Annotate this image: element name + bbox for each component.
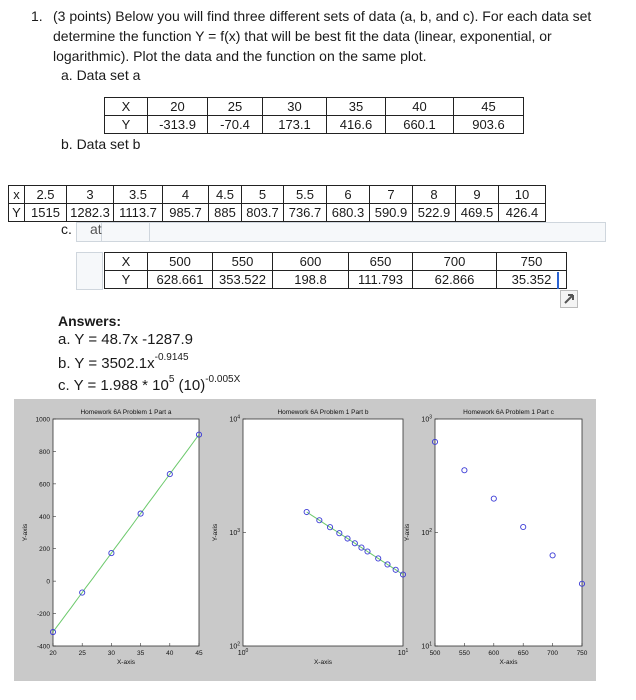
set-c-y-cell: 35.352	[497, 271, 567, 289]
set-c-table	[104, 252, 567, 289]
set-b-label: b. Data set b	[61, 136, 141, 152]
set-b-x-cell: 4	[163, 186, 209, 204]
set-a-y-row	[105, 116, 524, 134]
set-c-y-cell: 628.661	[148, 271, 213, 289]
set-c-x-cell: 750	[497, 253, 567, 271]
answer-b-base: Y = 3502.1x	[74, 355, 155, 372]
set-b-x-cell: 2.5	[25, 186, 67, 204]
resize-handle-icon[interactable]	[560, 290, 578, 308]
set-a-x-cell: 40	[386, 98, 454, 116]
y-tick-label: -400	[36, 643, 50, 651]
y-tick-label: 600	[39, 481, 50, 489]
ghost-cell	[149, 222, 606, 242]
set-a-y-cell: -313.9	[148, 116, 208, 134]
y-axis-label: Y-axis	[404, 523, 411, 542]
x-tick-label: 45	[195, 650, 203, 657]
answer-c-mid: (10)	[174, 377, 206, 394]
chart-title: Homework 6A Problem 1 Part b	[277, 409, 369, 416]
question-line-1: (3 points) Below you will find three different sets of data (a, b, and c). For each data set	[53, 8, 592, 24]
y-tick-label: $10^4$	[229, 414, 240, 424]
set-c-x-row	[105, 253, 567, 271]
set-a-x-row	[105, 98, 524, 116]
set-b-x-row	[9, 186, 546, 204]
answer-b	[58, 354, 189, 372]
answer-b-prefix: b.	[58, 355, 71, 372]
x-tick-label: 35	[136, 650, 145, 657]
text-cursor	[557, 272, 559, 289]
set-a-y-cell: 416.6	[327, 116, 386, 134]
answer-c-prefix: c.	[58, 377, 70, 394]
set-b-x-cell: 7	[370, 186, 413, 204]
set-c-x-header: X	[105, 253, 148, 271]
x-tick-label: 30	[107, 650, 116, 657]
question-number: 1.	[31, 8, 43, 24]
x-axis-label: X-axis	[313, 659, 333, 666]
x-tick-label: 600	[488, 650, 500, 657]
set-b-table	[8, 185, 546, 222]
set-b-x-cell: 4.5	[209, 186, 242, 204]
set-a-x-cell: 30	[263, 98, 327, 116]
set-c-y-cell: 111.793	[349, 271, 413, 289]
y-tick-label: 0	[46, 578, 50, 586]
set-c-y-row	[105, 271, 567, 289]
charts-svg	[14, 399, 596, 681]
x-tick-label: 25	[78, 650, 86, 657]
set-c-y-cell: 198.8	[273, 271, 349, 289]
y-tick-label: $10^2$	[229, 641, 240, 651]
plot-area	[435, 419, 582, 646]
set-c-x-cell: 500	[148, 253, 213, 271]
set-b-x-cell: 9	[456, 186, 499, 204]
set-c-x-cell: 600	[273, 253, 349, 271]
set-b-y-cell: 1282.3	[67, 204, 114, 222]
set-b-x-cell: 5	[242, 186, 284, 204]
answer-a-prefix: a.	[58, 331, 71, 348]
set-b-y-cell: 426.4	[499, 204, 546, 222]
ghost-cell	[76, 252, 103, 290]
set-b-x-cell: 3	[67, 186, 114, 204]
answer-c-base: Y = 1.988 * 10	[73, 377, 169, 394]
y-tick-label: $10^1$	[421, 641, 432, 651]
x-tick-label: 550	[458, 650, 470, 657]
set-b-x-header: x	[9, 186, 25, 204]
set-b-y-cell: 680.3	[327, 204, 370, 222]
set-b-y-cell: 1113.7	[114, 204, 163, 222]
set-b-y-cell: 522.9	[413, 204, 456, 222]
set-c-y-cell: 62.866	[413, 271, 497, 289]
set-a-x-cell: 25	[208, 98, 263, 116]
question-line-2: determine the function Y = f(x) that will be best fit the data (linear, exponential, or	[53, 28, 552, 44]
chart-title: Homework 6A Problem 1 Part c	[463, 409, 554, 416]
set-c-x-cell: 550	[213, 253, 273, 271]
set-b-y-cell: 985.7	[163, 204, 209, 222]
set-c-label-fragment: at	[90, 221, 102, 237]
set-b-y-cell: 803.7	[242, 204, 284, 222]
answer-b-exponent: -0.9145	[154, 352, 189, 363]
set-a-label: a. Data set a	[61, 67, 141, 83]
x-tick-label: 650	[517, 650, 529, 657]
x-tick-label: 20	[49, 650, 57, 657]
set-a-y-cell: 173.1	[263, 116, 327, 134]
set-b-y-cell: 1515	[25, 204, 67, 222]
set-b-y-cell: 885	[209, 204, 242, 222]
set-b-x-cell: 3.5	[114, 186, 163, 204]
y-tick-label: $10^3$	[421, 414, 432, 424]
set-a-x-cell: 20	[148, 98, 208, 116]
y-tick-label: $10^2$	[421, 528, 432, 537]
ghost-cell	[101, 222, 151, 242]
answer-c	[58, 376, 240, 394]
set-c-x-cell: 650	[349, 253, 413, 271]
x-axis-label: X-axis	[116, 659, 136, 666]
set-a-y-cell: 660.1	[386, 116, 454, 134]
set-a-table	[104, 97, 524, 134]
x-tick-label: 40	[166, 650, 174, 657]
answer-c-exponent-1: 5	[168, 374, 175, 385]
y-axis-label: Y-axis	[212, 523, 219, 542]
set-c-label: c.	[61, 221, 72, 237]
x-tick-label: $10^0$	[237, 648, 249, 657]
set-b-y-row	[9, 204, 546, 222]
y-tick-label: 1000	[35, 416, 50, 424]
set-a-x-header: X	[105, 98, 148, 116]
set-b-x-cell: 5.5	[284, 186, 327, 204]
y-tick-label: -200	[36, 611, 50, 619]
x-tick-label: 700	[547, 650, 559, 657]
y-axis-label: Y-axis	[22, 523, 29, 542]
answer-a-text: Y = 48.7x -1287.9	[74, 331, 193, 348]
plot-area	[243, 419, 403, 646]
answer-a	[58, 331, 193, 348]
x-tick-label: 750	[576, 650, 588, 657]
y-tick-label: 400	[39, 513, 50, 521]
set-a-x-cell: 35	[327, 98, 386, 116]
set-b-y-cell: 590.9	[370, 204, 413, 222]
chart-title: Homework 6A Problem 1 Part a	[80, 409, 172, 416]
set-c-y-header: Y	[105, 271, 148, 289]
set-c-x-cell: 700	[413, 253, 497, 271]
set-b-x-cell: 6	[327, 186, 370, 204]
set-c-y-cell: 353.522	[213, 271, 273, 289]
y-tick-label: 800	[39, 448, 50, 456]
y-tick-label: $10^3$	[229, 528, 240, 537]
y-tick-label: 200	[39, 546, 50, 554]
x-axis-label: X-axis	[499, 659, 518, 666]
set-a-y-cell: -70.4	[208, 116, 263, 134]
set-b-y-cell: 736.7	[284, 204, 327, 222]
set-a-x-cell: 45	[454, 98, 524, 116]
set-a-y-cell: 903.6	[454, 116, 524, 134]
question-line-3: logarithmic). Plot the data and the function on the same plot.	[53, 48, 427, 64]
x-tick-label: $10^1$	[397, 648, 409, 657]
set-b-y-cell: 469.5	[456, 204, 499, 222]
answer-c-exponent-2: -0.005X	[205, 374, 241, 385]
answers-heading: Answers:	[58, 313, 122, 329]
set-b-x-cell: 8	[413, 186, 456, 204]
set-b-x-cell: 10	[499, 186, 546, 204]
set-b-y-header: Y	[9, 204, 25, 222]
set-a-y-header: Y	[105, 116, 148, 134]
x-tick-label: 500	[429, 650, 441, 657]
